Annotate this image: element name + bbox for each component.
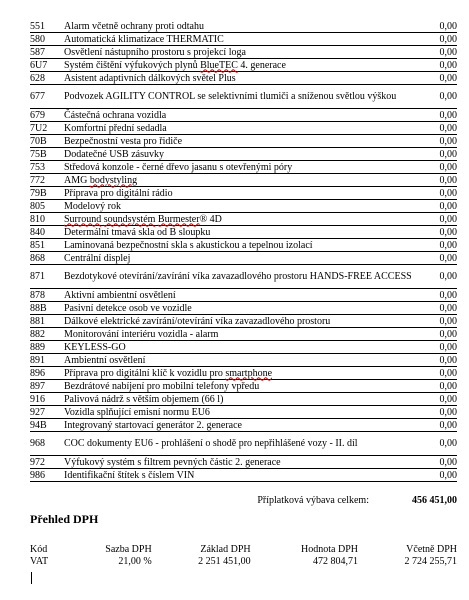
item-price: 0,00 — [419, 135, 457, 148]
vat-row — [30, 556, 457, 568]
item-description: Determální tmavá skla od B sloupku — [64, 226, 419, 239]
table-row — [30, 456, 457, 469]
item-description: Výfukový systém s filtrem pevných částic 2. generace — [64, 456, 419, 469]
item-price: 0,00 — [419, 213, 457, 226]
vat-table — [30, 544, 457, 568]
item-price: 0,00 — [419, 380, 457, 393]
vat-amount: 472 804,71 — [313, 556, 358, 567]
table-row — [30, 380, 457, 393]
equipment-table-body — [30, 20, 457, 482]
table-row — [30, 85, 457, 109]
spellcheck-mark: bodystyling — [89, 174, 138, 186]
item-code: 75B — [30, 148, 64, 161]
item-description: Asistent adaptivních dálkových světel Plus — [64, 72, 419, 85]
spellcheck-mark: soundsystém — [103, 213, 156, 225]
item-description: Příprava pro digitální klíč k vozidlu pro smartphone — [64, 367, 419, 380]
table-row — [30, 213, 457, 226]
item-code: 851 — [30, 239, 64, 252]
vat-rate: 21,00 % — [118, 556, 152, 567]
item-description: Laminovaná bezpečnostní skla s akustickou a tepelnou izolací — [64, 239, 419, 252]
item-price: 0,00 — [419, 72, 457, 85]
item-description: Podvozek AGILITY CONTROL se selektivními tlumiči a sníženou světlou výškou — [64, 85, 419, 109]
item-price: 0,00 — [419, 393, 457, 406]
item-code: 94B — [30, 419, 64, 432]
table-row — [30, 33, 457, 46]
item-description: Surround soundsystém Burmester® 4D — [64, 213, 419, 226]
item-price: 0,00 — [419, 200, 457, 213]
item-price: 0,00 — [419, 122, 457, 135]
item-description: Vozidla splňující emisní normu EU6 — [64, 406, 419, 419]
item-code: 868 — [30, 252, 64, 265]
table-row — [30, 46, 457, 59]
item-code: 881 — [30, 315, 64, 328]
table-row — [30, 200, 457, 213]
item-code: 891 — [30, 354, 64, 367]
item-code: 88B — [30, 302, 64, 315]
table-row — [30, 302, 457, 315]
item-price: 0,00 — [419, 239, 457, 252]
item-code: 986 — [30, 469, 64, 482]
item-description: Bezdrátové nabíjení pro mobilní telefony vpředu — [64, 380, 419, 393]
item-price: 0,00 — [419, 85, 457, 109]
vat-header-rate: Sazba DPH — [105, 544, 152, 555]
table-row — [30, 328, 457, 341]
item-description: Bezpečnostní vesta pro řidiče — [64, 135, 419, 148]
item-description: Integrovaný startovací generátor 2. generace — [64, 419, 419, 432]
item-price: 0,00 — [419, 302, 457, 315]
table-row — [30, 148, 457, 161]
item-code: 580 — [30, 33, 64, 46]
table-row — [30, 174, 457, 187]
item-price: 0,00 — [419, 252, 457, 265]
item-code: 896 — [30, 367, 64, 380]
vat-header-total: Včetně DPH — [406, 544, 457, 555]
vat-total: 2 724 255,71 — [404, 556, 457, 567]
table-row — [30, 354, 457, 367]
item-code: 871 — [30, 265, 64, 289]
item-code: 6U7 — [30, 59, 64, 72]
item-description: AMG bodystyling — [64, 174, 419, 187]
item-description: Bezdotykové otevírání/zavírání víka zavazadlového prostoru HANDS-FREE ACCESS — [64, 265, 419, 289]
item-description: Modelový rok — [64, 200, 419, 213]
spellcheck-mark: BlueTEC — [200, 59, 238, 71]
item-price: 0,00 — [419, 341, 457, 354]
item-price: 0,00 — [419, 432, 457, 456]
item-code: 628 — [30, 72, 64, 85]
item-price: 0,00 — [419, 456, 457, 469]
table-row — [30, 20, 457, 33]
item-price: 0,00 — [419, 174, 457, 187]
item-price: 0,00 — [419, 419, 457, 432]
vat-code: VAT — [30, 556, 49, 567]
item-price: 0,00 — [419, 354, 457, 367]
vat-header-code: Kód — [30, 544, 48, 555]
table-row — [30, 252, 457, 265]
item-code: 79B — [30, 187, 64, 200]
table-row — [30, 72, 457, 85]
item-description: Částečná ochrana vozidla — [64, 109, 419, 122]
table-row — [30, 161, 457, 174]
item-description: Dálkové elektrické zavírání/otevírání víka zavazadlového prostoru — [64, 315, 419, 328]
item-code: 882 — [30, 328, 64, 341]
table-row — [30, 432, 457, 456]
item-price: 0,00 — [419, 46, 457, 59]
table-row — [30, 289, 457, 302]
item-price: 0,00 — [419, 328, 457, 341]
item-code: 889 — [30, 341, 64, 354]
item-description: Ambientní osvětlení — [64, 354, 419, 367]
item-price: 0,00 — [419, 226, 457, 239]
table-row — [30, 239, 457, 252]
item-description: Palivová nádrž s větším objemem (66 l) — [64, 393, 419, 406]
item-code: 897 — [30, 380, 64, 393]
table-row — [30, 122, 457, 135]
table-row — [30, 469, 457, 482]
item-code: 679 — [30, 109, 64, 122]
spellcheck-mark: Burmester — [157, 213, 200, 225]
item-description: Středová konzole - černé dřevo jasanu s otevřenými póry — [64, 161, 419, 174]
equipment-table — [30, 20, 457, 482]
item-description: Monitorování interiéru vozidla - alarm — [64, 328, 419, 341]
item-code: 968 — [30, 432, 64, 456]
item-description: Automatická klimatizace THERMATIC — [64, 33, 419, 46]
item-code: 753 — [30, 161, 64, 174]
item-price: 0,00 — [419, 469, 457, 482]
total-value: 456 451,00 — [412, 495, 457, 506]
item-code: 805 — [30, 200, 64, 213]
table-row — [30, 59, 457, 72]
item-code: 677 — [30, 85, 64, 109]
item-code: 927 — [30, 406, 64, 419]
total-label: Příplatková výbava celkem: — [257, 495, 369, 506]
table-row — [30, 341, 457, 354]
vat-heading: Přehled DPH — [30, 512, 99, 526]
vat-header-base: Základ DPH — [200, 544, 251, 555]
item-description: Identifikační štítek s číslem VIN — [64, 469, 419, 482]
table-row — [30, 226, 457, 239]
item-price: 0,00 — [419, 33, 457, 46]
vat-header-row — [30, 544, 457, 556]
vat-base: 2 251 451,00 — [198, 556, 251, 567]
vat-header-amount: Hodnota DPH — [301, 544, 358, 555]
item-description: Komfortní přední sedadla — [64, 122, 419, 135]
item-price: 0,00 — [419, 289, 457, 302]
table-row — [30, 315, 457, 328]
item-code: 70B — [30, 135, 64, 148]
item-description: COC dokumenty EU6 - prohlášení o shodě pro nepřihlášené vozy - II. díl — [64, 432, 419, 456]
table-row — [30, 265, 457, 289]
item-description: Příprava pro digitální rádio — [64, 187, 419, 200]
item-price: 0,00 — [419, 59, 457, 72]
spellcheck-mark: smartphone — [225, 367, 273, 379]
text-cursor — [31, 572, 32, 584]
table-row — [30, 135, 457, 148]
item-price: 0,00 — [419, 406, 457, 419]
item-code: 878 — [30, 289, 64, 302]
table-row — [30, 393, 457, 406]
item-price: 0,00 — [419, 265, 457, 289]
item-description: Alarm včetně ochrany proti odtahu — [64, 20, 419, 33]
table-row — [30, 187, 457, 200]
item-price: 0,00 — [419, 367, 457, 380]
item-price: 0,00 — [419, 109, 457, 122]
table-row — [30, 109, 457, 122]
item-code: 7U2 — [30, 122, 64, 135]
total-line — [30, 495, 457, 506]
item-code: 840 — [30, 226, 64, 239]
item-code: 972 — [30, 456, 64, 469]
spellcheck-mark: Surround — [64, 213, 102, 225]
item-code: 587 — [30, 46, 64, 59]
item-description: Dodatečné USB zásuvky — [64, 148, 419, 161]
item-code: 551 — [30, 20, 64, 33]
table-row — [30, 406, 457, 419]
table-row — [30, 367, 457, 380]
item-description: Pasivní detekce osob ve vozidle — [64, 302, 419, 315]
item-price: 0,00 — [419, 20, 457, 33]
item-price: 0,00 — [419, 148, 457, 161]
total-section — [30, 495, 457, 506]
item-description: Centrální displej — [64, 252, 419, 265]
item-description: Aktivní ambientní osvětlení — [64, 289, 419, 302]
item-price: 0,00 — [419, 315, 457, 328]
item-description: KEYLESS-GO — [64, 341, 419, 354]
item-code: 810 — [30, 213, 64, 226]
item-price: 0,00 — [419, 187, 457, 200]
table-row — [30, 419, 457, 432]
item-code: 772 — [30, 174, 64, 187]
item-description: Osvětlení nástupního prostoru s projekcí loga — [64, 46, 419, 59]
item-description: Systém čištění výfukových plynů BlueTEC 4. generace — [64, 59, 419, 72]
item-price: 0,00 — [419, 161, 457, 174]
item-code: 916 — [30, 393, 64, 406]
